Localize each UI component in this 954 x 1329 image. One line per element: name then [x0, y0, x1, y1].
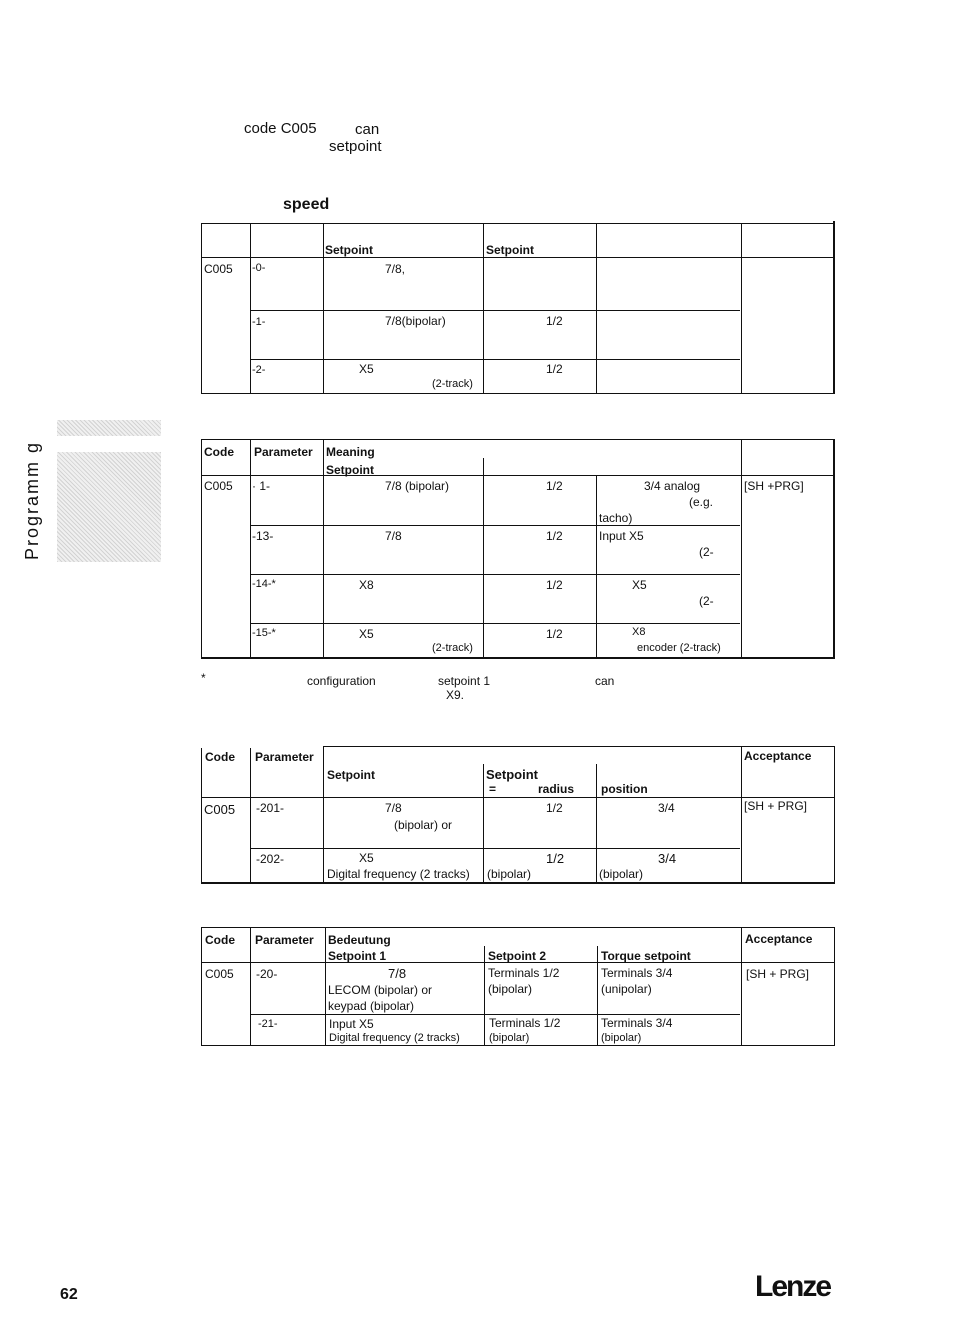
table-2-feedback-1a: Input X5 — [599, 529, 644, 543]
footnote-text-d: X9. — [446, 688, 465, 702]
table-2-header-code: Code — [204, 445, 234, 459]
table-4-param-0: -20- — [256, 967, 278, 981]
table-1-meaning-1: 7/8(bipolar) — [385, 314, 446, 328]
brand-logo: Lenze — [755, 1270, 831, 1303]
table-2-header-meaning: Meaning — [326, 445, 375, 459]
intro-text-c: setpoint — [329, 138, 382, 155]
table-2-param-1: -13- — [252, 529, 274, 543]
table-3-param-0: -201- — [256, 801, 285, 815]
table-4-meaning-1a: Input X5 — [329, 1017, 374, 1031]
table-3-position-1b: (bipolar) — [599, 867, 644, 881]
table-4-torque-0b: (unipolar) — [601, 982, 652, 996]
table-2-meaning-2: X8 — [359, 578, 374, 592]
table-4-header-acceptance: Acceptance — [745, 932, 813, 946]
table-2-meaning-3b: (2-track) — [432, 642, 473, 654]
sidebar-shade — [57, 452, 161, 562]
table-3-header-acceptance: Acceptance — [744, 749, 812, 763]
table-2-param-2: -14-* — [252, 578, 276, 590]
table-4-meaning-1b: Digital frequency (2 tracks) — [329, 1032, 460, 1044]
table-3-header-position: position — [601, 782, 648, 796]
table-3-header-setpoint-2: Setpoint — [486, 767, 538, 782]
table-3-meaning-1a: X5 — [359, 851, 374, 865]
table-4-torque-1a: Terminals 3/4 — [601, 1016, 673, 1030]
table-4-header-setpoint-2: Setpoint 2 — [488, 949, 547, 963]
table-1-code: C005 — [204, 262, 233, 276]
table-3-meaning-0b: (bipolar) or — [394, 818, 453, 832]
table-2-header-setpoint: Setpoint — [326, 463, 374, 477]
table-2-setpoint2-1: 1/2 — [546, 529, 563, 543]
table-2-setpoint2-2: 1/2 — [546, 578, 563, 592]
table-4-header-bedeutung: Bedeutung — [328, 933, 391, 947]
table-2-meaning-1: 7/8 — [385, 529, 402, 543]
sidebar-shade-top — [57, 420, 161, 436]
table-1-param-1: -1- — [252, 316, 266, 328]
table-1-header-setpoint-2: Setpoint — [486, 243, 534, 257]
table-2-feedback-0a: 3/4 analog — [644, 479, 701, 493]
table-1-meaning-0: 7/8, — [385, 262, 406, 276]
table-3-header-parameter: Parameter — [255, 750, 314, 764]
table-3-header-equals: = — [489, 782, 497, 796]
section-heading: speed — [283, 196, 330, 213]
table-4-setpoint2-0a: Terminals 1/2 — [488, 966, 560, 980]
table-4-code: C005 — [205, 967, 234, 981]
table-4-acceptance: [SH + PRG] — [746, 967, 810, 981]
sidebar-chapter-label: Programm g — [22, 440, 42, 560]
table-2-feedback-2a: X5 — [632, 578, 647, 592]
table-3-header-radius: radius — [538, 782, 575, 796]
footnote-text-a: configuration — [307, 674, 376, 688]
table-4-meaning-0b: LECOM (bipolar) or — [328, 983, 433, 997]
table-2-setpoint2-3: 1/2 — [546, 627, 563, 641]
table-1-setpoint2-2: 1/2 — [546, 362, 563, 376]
table-4-setpoint2-1a: Terminals 1/2 — [489, 1016, 561, 1030]
table-2-feedback-0c: tacho) — [599, 511, 633, 525]
table-4-header-parameter: Parameter — [255, 933, 314, 947]
footnote-text-c: can — [595, 674, 615, 688]
table-3-meaning-0a: 7/8 — [385, 801, 402, 815]
table-1-param-2: -2- — [252, 364, 266, 376]
table-4-meaning-0c: keypad (bipolar) — [328, 999, 415, 1013]
table-2-param-3: -15-* — [252, 627, 276, 639]
table-4-torque-1b: (bipolar) — [601, 1032, 642, 1044]
table-2-feedback-2b: (2- — [699, 594, 714, 608]
table-4-meaning-0a: 7/8 — [388, 966, 407, 981]
table-1-meaning-2: X5 — [359, 362, 374, 376]
table-4-torque-0a: Terminals 3/4 — [601, 966, 673, 980]
table-1-param-0: -0- — [252, 262, 266, 274]
footnote-text-b: setpoint 1 — [438, 674, 491, 688]
page-number: 62 — [60, 1286, 78, 1303]
table-2-meaning-0: 7/8 (bipolar) — [385, 479, 450, 493]
table-2-feedback-1b: (2- — [699, 545, 714, 559]
table-3-acceptance: [SH + PRG] — [744, 799, 808, 813]
table-4-header-torque: Torque setpoint — [601, 949, 691, 963]
table-2-header-parameter: Parameter — [254, 445, 313, 459]
table-2-meaning-3: X5 — [359, 627, 374, 641]
table-4-param-1: -21- — [258, 1018, 278, 1030]
table-3-header-setpoint-1: Setpoint — [327, 768, 375, 782]
table-3-setpoint2-1: 1/2 — [546, 851, 565, 866]
table-3-param-1: -202- — [256, 852, 285, 866]
table-4-header-setpoint-1: Setpoint 1 — [328, 949, 387, 963]
table-1-meaning-2b: (2-track) — [432, 378, 473, 390]
table-4-header-code: Code — [205, 933, 235, 947]
table-4-setpoint2-1b: (bipolar) — [489, 1032, 530, 1044]
table-2-param-0: · 1- — [252, 479, 270, 493]
table-1-header-setpoint-1: Setpoint — [325, 243, 373, 257]
table-2-code: C005 — [204, 479, 233, 493]
table-2-feedback-3b: encoder (2-track) — [637, 642, 721, 654]
table-2-feedback-3a: X8 — [632, 626, 646, 638]
table-3-code: C005 — [204, 802, 236, 817]
table-3-setpoint2-0: 1/2 — [546, 801, 563, 815]
table-3-position-1a: 3/4 — [658, 851, 677, 866]
table-2-acceptance: [SH +PRG] — [744, 479, 804, 493]
table-1-setpoint2-1: 1/2 — [546, 314, 563, 328]
intro-text-a: code C005 — [244, 120, 317, 137]
table-3-position-0: 3/4 — [658, 801, 675, 815]
table-2-setpoint2-0: 1/2 — [546, 479, 563, 493]
table-3-meaning-1b: Digital frequency (2 tracks) — [327, 867, 470, 881]
footnote-star: * — [201, 671, 206, 685]
intro-text-b: can — [355, 121, 380, 138]
table-4-setpoint2-0b: (bipolar) — [488, 982, 533, 996]
table-3-header-code: Code — [205, 750, 235, 764]
table-2-feedback-0b: (e.g. — [689, 495, 714, 509]
table-3-setpoint2-1b: (bipolar) — [487, 867, 532, 881]
